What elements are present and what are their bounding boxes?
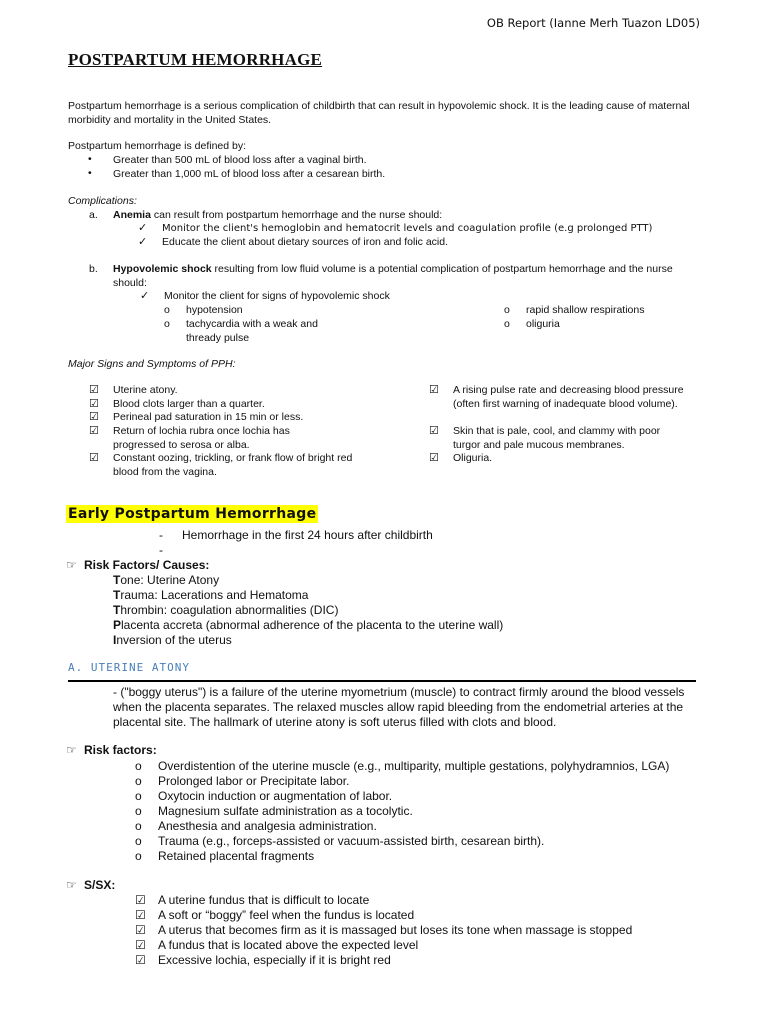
sx-item: A soft or “boggy” feel when the fundus is located bbox=[158, 908, 415, 922]
atony-risk-item: Prolonged labor or Precipitate labor. bbox=[158, 774, 350, 788]
sign-item: Uterine atony. bbox=[113, 384, 178, 396]
shock-sign: oliguria bbox=[526, 318, 560, 330]
defined-item: Greater than 1,000 mL of blood loss after a cesarean birth. bbox=[113, 168, 386, 180]
sign-item: Oliguria. bbox=[453, 452, 493, 464]
complications-label: Complications: bbox=[68, 195, 137, 207]
anemia-term: Anemia bbox=[113, 209, 151, 221]
sign-item: Skin that is pale, cool, and clammy with poor turgor and pale mucous membranes. bbox=[453, 425, 661, 451]
complication-hypovolemic bbox=[113, 263, 698, 290]
circle-bullet-icon: o bbox=[135, 774, 142, 788]
shock-sign: tachycardia with a weak and thready pulse bbox=[186, 318, 318, 344]
dash-marker: - bbox=[159, 528, 163, 542]
checkbox-icon: ☑ bbox=[135, 908, 146, 922]
cause-item: Inversion of the uterus bbox=[113, 633, 232, 647]
sign-item: Perineal pad saturation in 15 min or less. bbox=[113, 411, 304, 423]
circle-bullet-icon: o bbox=[164, 318, 170, 330]
shock-sign: rapid shallow respirations bbox=[526, 304, 645, 316]
circle-bullet-icon: o bbox=[504, 304, 510, 316]
sx-item: Excessive lochia, especially if it is bright red bbox=[158, 953, 391, 967]
list-marker: b. bbox=[89, 263, 98, 275]
checkmark-icon: ✓ bbox=[140, 290, 150, 302]
signs-label: Major Signs and Symptoms of PPH: bbox=[68, 358, 236, 370]
bullet-icon: • bbox=[88, 167, 92, 179]
checkbox-icon: ☑ bbox=[89, 398, 99, 410]
cause-item: Thrombin: coagulation abnormalities (DIC) bbox=[113, 603, 339, 617]
checkbox-icon: ☑ bbox=[89, 425, 99, 437]
early-pph-heading: Early Postpartum Hemorrhage bbox=[68, 506, 317, 522]
sign-item: Blood clots larger than a quarter. bbox=[113, 398, 265, 410]
defined-item: Greater than 500 mL of blood loss after a vaginal birth. bbox=[113, 154, 367, 166]
hand-pointer-icon: ☞ bbox=[66, 743, 77, 757]
checkmark-icon: ✓ bbox=[138, 236, 148, 248]
circle-bullet-icon: o bbox=[135, 819, 142, 833]
circle-bullet-icon: o bbox=[135, 789, 142, 803]
atony-risk-item: Trauma (e.g., forceps-assisted or vacuum-assisted birth, cesarean birth). bbox=[158, 834, 545, 848]
checkbox-icon: ☑ bbox=[135, 923, 146, 937]
list-marker: a. bbox=[89, 209, 98, 221]
atony-risk-item: Magnesium sulfate administration as a tocolytic. bbox=[158, 804, 413, 818]
anemia-text: can result from postpartum hemorrhage and the nurse should: bbox=[150, 209, 443, 221]
page-title: POSTPARTUM HEMORRHAGE bbox=[68, 50, 323, 69]
defined-by-label: Postpartum hemorrhage is defined by: bbox=[68, 140, 247, 152]
checkbox-icon: ☑ bbox=[89, 411, 99, 423]
page-header: OB Report (Ianne Merh Tuazon LD05) bbox=[486, 16, 700, 30]
atony-risk-item: Overdistention of the uterine muscle (e.g., multiparity, multiple gestations, polyhydramnios, LGA) bbox=[158, 759, 670, 773]
atony-risk-label: Risk factors: bbox=[84, 743, 157, 757]
hypovolemic-check-item: Monitor the client for signs of hypovolemic shock bbox=[164, 290, 390, 302]
atony-risk-item: Anesthesia and analgesia administration. bbox=[158, 819, 377, 833]
checkbox-icon: ☑ bbox=[429, 452, 439, 464]
cause-item: Trauma: Lacerations and Hematoma bbox=[113, 588, 309, 602]
atony-description: - ("boggy uterus") is a failure of the uterine myometrium (muscle) to contract firmly around the blood vessels when the placenta separates. The relaxed muscles allow rapid bleeding from the endometrial arteries at the placental site. The hallmark of uterine atony is soft uterus filled with clots and blood. bbox=[113, 685, 685, 729]
hand-pointer-icon: ☞ bbox=[66, 558, 77, 572]
checkbox-icon: ☑ bbox=[89, 384, 99, 396]
checkmark-icon: ✓ bbox=[138, 222, 148, 234]
circle-bullet-icon: o bbox=[135, 804, 142, 818]
hypovolemic-term: Hypovolemic shock bbox=[113, 263, 212, 275]
cause-item: Placenta accreta (abnormal adherence of the placenta to the uterine wall) bbox=[113, 618, 504, 632]
sign-item: Return of lochia rubra once lochia has progressed to serosa or alba. bbox=[113, 425, 290, 451]
shock-sign: hypotension bbox=[186, 304, 243, 316]
sign-item: A rising pulse rate and decreasing blood pressure (often first warning of inadequate blood volume). bbox=[453, 384, 684, 410]
atony-risk-item: Oxytocin induction or augmentation of labor. bbox=[158, 789, 393, 803]
checkbox-icon: ☑ bbox=[135, 893, 146, 907]
atony-risk-item: Retained placental fragments bbox=[158, 849, 315, 863]
circle-bullet-icon: o bbox=[164, 304, 170, 316]
early-definition: Hemorrhage in the first 24 hours after childbirth bbox=[182, 528, 433, 542]
hand-pointer-icon: ☞ bbox=[66, 878, 77, 892]
anemia-check-item: Monitor the client's hemoglobin and hematocrit levels and coagulation profile (e.g prolonged PTT) bbox=[162, 223, 653, 234]
dash-marker: - bbox=[159, 543, 163, 557]
intro-paragraph: Postpartum hemorrhage is a serious complication of childbirth that can result in hypovolemic shock. It is the leading cause of maternal morbidity and mortality in the United States. bbox=[68, 100, 690, 126]
cause-item: Tone: Uterine Atony bbox=[113, 573, 220, 587]
risk-factors-label: Risk Factors/ Causes: bbox=[84, 558, 210, 572]
anemia-check-item: Educate the client about dietary sources of iron and folic acid. bbox=[162, 236, 449, 248]
bullet-icon: • bbox=[88, 153, 92, 165]
sign-item: Constant oozing, trickling, or frank flow of bright red blood from the vagina. bbox=[113, 452, 353, 478]
checkbox-icon: ☑ bbox=[429, 384, 439, 396]
sx-item: A fundus that is located above the expected level bbox=[158, 938, 419, 952]
checkbox-icon: ☑ bbox=[135, 953, 146, 967]
checkbox-icon: ☑ bbox=[89, 452, 99, 464]
circle-bullet-icon: o bbox=[504, 318, 510, 330]
uterine-atony-heading: A. UTERINE ATONY bbox=[68, 661, 190, 674]
complication-anemia bbox=[113, 209, 442, 223]
sx-label: S/SX: bbox=[84, 878, 116, 892]
checkbox-icon: ☑ bbox=[135, 938, 146, 952]
hypovolemic-text: resulting from low fluid volume is a potential complication of postpartum hemorrhage and the nurse should: bbox=[113, 263, 673, 289]
circle-bullet-icon: o bbox=[135, 834, 142, 848]
sx-item: A uterus that becomes firm as it is massaged but loses its tone when massage is stopped bbox=[158, 923, 633, 937]
checkbox-icon: ☑ bbox=[429, 425, 439, 437]
sx-item: A uterine fundus that is difficult to locate bbox=[158, 893, 370, 907]
circle-bullet-icon: o bbox=[135, 759, 142, 773]
circle-bullet-icon: o bbox=[135, 849, 142, 863]
section-divider bbox=[68, 680, 696, 682]
